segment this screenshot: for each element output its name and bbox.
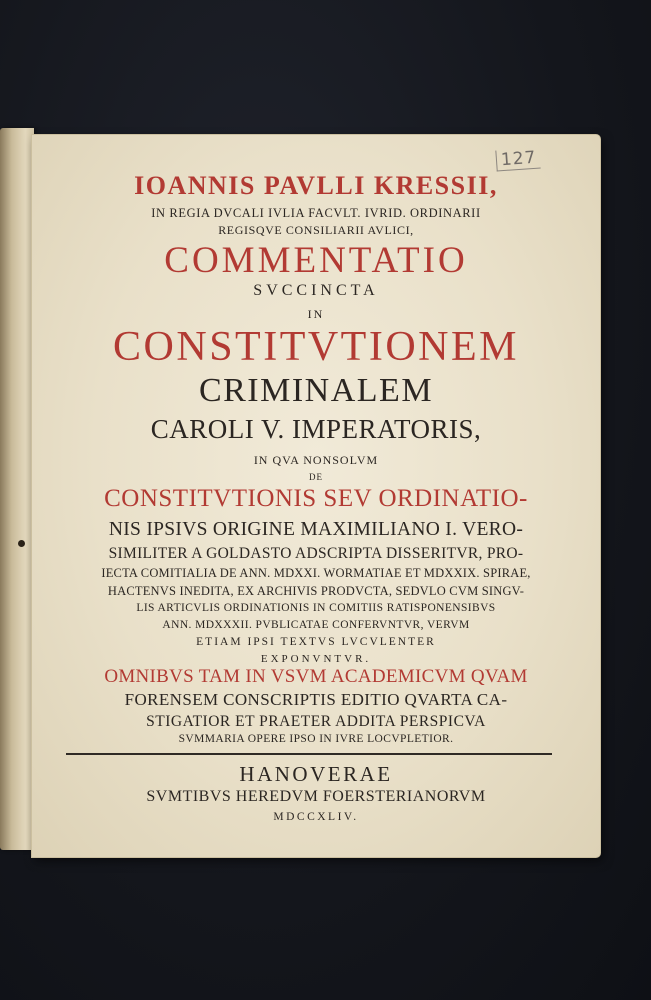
description-line-1: CONSTITVTIONIS SEV ORDINATIO-	[104, 485, 528, 512]
scope-line: IN QVA NONSOLVM	[253, 453, 379, 467]
subject-criminalem: CRIMINALEM	[198, 372, 434, 409]
description-line-9: EXPONVNTVR.	[260, 653, 372, 665]
work-title: COMMENTATIO	[164, 240, 468, 281]
edition-line-3: STIGATIOR ET PRAETER ADDITA PERSPICVA	[146, 713, 486, 730]
divider-rule	[66, 753, 552, 755]
description-line-6: LIS ARTICVLIS ORDINATIONIS IN COMITIIS RATISPONENSIBVS	[136, 602, 496, 614]
description-line-5: HACTENVS INEDITA, EX ARCHIVIS PRODVCTA, SEDVLO CVM SINGV-	[107, 584, 525, 598]
description-line-4: IECTA COMITIALIA DE ANN. MDXXI. WORMATIAE ET MDXXIX. SPIRAE,	[101, 566, 531, 580]
de-word: DE	[309, 472, 323, 482]
edition-line-4: SVMMARIA OPERE IPSO IN IVRE LOCVPLETIOR.	[178, 733, 454, 745]
author-name: IOANNIS PAVLLI KRESSII,	[134, 171, 498, 200]
description-line-2: NIS IPSIVS ORIGINE MAXIMILIANO I. VERO-	[108, 519, 524, 540]
imprint-publisher: SVMTIBVS HEREDVM FOERSTERIANORVM	[146, 788, 486, 805]
edition-line-1: OMNIBVS TAM IN VSVM ACADEMICVM QVAM	[104, 666, 528, 687]
in-word: IN	[307, 307, 325, 321]
subject-caroli: CAROLI V. IMPERATORIS,	[150, 414, 482, 444]
title-page	[32, 135, 600, 857]
facing-page-edge	[0, 128, 34, 850]
ink-spot	[18, 540, 25, 547]
description-line-3: SIMILITER A GOLDASTO ADSCRIPTA DISSERITVR, PRO-	[108, 545, 524, 562]
author-position-line-2: REGISQVE CONSILIARII AVLICI,	[218, 223, 414, 237]
subject-constitutionem: CONSTITVTIONEM	[113, 324, 519, 370]
description-line-8: ETIAM IPSI TEXTVS LVCVLENTER	[196, 636, 436, 648]
pencil-page-mark: 127	[495, 147, 541, 171]
imprint-place: HANOVERAE	[239, 762, 393, 786]
author-position-line-1: IN REGIA DVCALI IVLIA FACVLT. IVRID. ORDINARII	[151, 206, 481, 220]
edition-line-2: FORENSEM CONSCRIPTIS EDITIO QVARTA CA-	[124, 690, 508, 709]
imprint-year: MDCCXLIV.	[273, 811, 359, 823]
description-line-7: ANN. MDXXXII. PVBLICATAE CONFERVNTVR, VERVM	[162, 619, 470, 631]
work-subtitle: SVCCINCTA	[253, 282, 379, 299]
